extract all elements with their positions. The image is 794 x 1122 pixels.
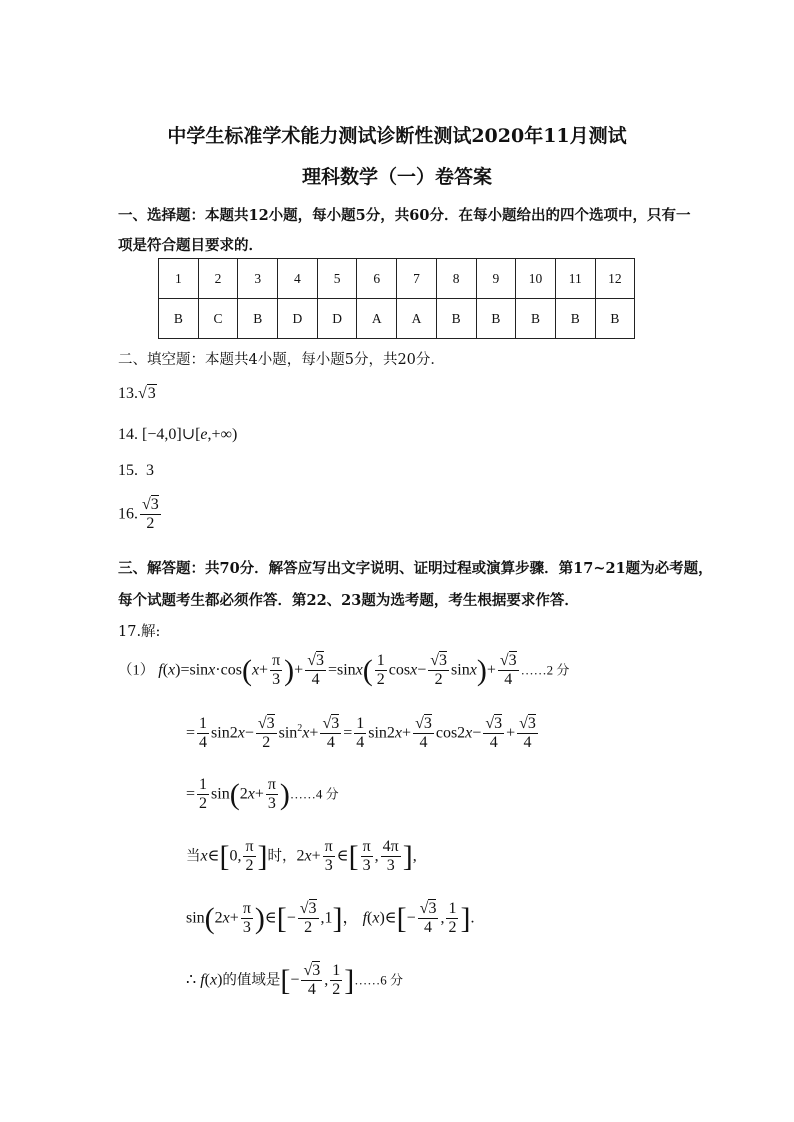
- answer-cell: B: [476, 299, 516, 339]
- question-number: 6: [357, 259, 397, 299]
- answer-14-label: 14.: [118, 426, 138, 443]
- sqrt-symbol: √3: [138, 385, 156, 402]
- denominator: 2: [146, 515, 155, 533]
- answer-cell: B: [555, 299, 595, 339]
- section3-heading-line1: 三、解答题：共70分．解答应写出文字说明、证明过程或演算步骤．第17~21题为必考题，: [118, 560, 713, 577]
- answer-table-number-row: [159, 259, 635, 299]
- answer-table: [158, 258, 635, 339]
- answer-cell: A: [357, 299, 397, 339]
- question-number: 11: [555, 259, 595, 299]
- question-number: 7: [397, 259, 437, 299]
- union-symbol: ∪: [181, 426, 196, 443]
- radicand: 3: [147, 385, 156, 402]
- e-symbol: e: [200, 426, 208, 443]
- range-text: 的值域是: [222, 972, 281, 989]
- question-number: 2: [198, 259, 238, 299]
- solution-line-4: 当x∈[0, $\frac{\pi}{2}$ ]时，2x+ $\frac{\pi}{3}$ ∈[ $\frac{\pi}{3}$ , $\frac{4\pi}{3}$ ],: [186, 838, 417, 875]
- score-2: ……2 分: [520, 662, 570, 678]
- solution-line-1: （1） f(x)=sinx·cos(x+ $\frac{\pi}{3}$ )+ $\frac{√3}{4}$ =sinx( $\frac{1}{2}$ cosx− $\frac{√3}{2}$ sinx)+ $\frac{√3}{4}$ ……2 分: [118, 652, 570, 689]
- section3-heading-line2: 每个试题考生都必须作答．第22、23题为选考题，考生根据要求作答．: [118, 592, 579, 609]
- section1-heading-line1: 一、选择题：本题共12小题，每小题5分，共60分．在每小题给出的四个选项中，只有一: [118, 207, 691, 224]
- radicand: 3: [150, 496, 159, 513]
- answer-13: [118, 385, 157, 403]
- bracket: [: [195, 426, 201, 443]
- shi-text: 时，: [267, 848, 297, 865]
- question-number: 3: [238, 259, 278, 299]
- solution-line-6: ∴ f(x)的值域是[− $\frac{√3}{4}$ , $\frac{1}{2}$ ]……6 分: [186, 962, 403, 999]
- page-title: 中学生标准学术能力测试诊断性测试2020年11月测试: [167, 125, 627, 147]
- answer-16-label: 16.: [118, 505, 138, 523]
- answer-cell: C: [198, 299, 238, 339]
- answer-cell: B: [595, 299, 635, 339]
- answer-16: [118, 496, 163, 534]
- solution-line-5: sin(2x+ $\frac{\pi}{3}$ )∈[− $\frac{√3}{2}$ ,1]， f(x)∈[− $\frac{√3}{4}$ , $\frac{1}{2}$ ].: [186, 900, 475, 937]
- question-number: 8: [436, 259, 476, 299]
- answer-15-label: 15.: [118, 462, 138, 479]
- answer-14: [118, 424, 237, 444]
- answer-13-label: 13.: [118, 385, 138, 402]
- answer-cell: B: [516, 299, 556, 339]
- question-number: 12: [595, 259, 635, 299]
- fraction: $\frac{√3}{2}$: [142, 496, 159, 533]
- answer-cell: B: [238, 299, 278, 339]
- section2-heading: 二、填空题：本题共4小题，每小题5分，共20分．: [118, 352, 445, 368]
- therefore-symbol: ∴: [186, 971, 197, 989]
- q17-label: 17.解:: [118, 624, 161, 640]
- solution-line-2: = $\frac{1}{4}$ sin2x− $\frac{√3}{2}$ $\sin^2x+$ $\frac{√3}{4}$ = $\frac{1}{4}$ sin2x+ $\frac{√3}{4}$ cos2x− $\frac{√3}{4}$ + $\frac{√3}{4}$: [186, 715, 536, 752]
- interval-1: [−4,0]: [142, 426, 182, 443]
- section1-heading-line2: 项是符合题目要求的．: [118, 237, 263, 254]
- when-text: 当: [186, 848, 201, 865]
- answer-cell: D: [278, 299, 318, 339]
- page-subtitle: 理科数学（一）卷答案: [301, 166, 492, 188]
- solution-line-3: = $\frac{1}{2}$ sin(2x+ $\frac{\pi}{3}$ )……4 分: [186, 776, 339, 813]
- answer-15-value: 3: [146, 462, 154, 479]
- answer-table-answer-row: [159, 299, 635, 339]
- interval-2-rest: ,+∞): [207, 426, 238, 443]
- answer-cell: D: [317, 299, 357, 339]
- answer-15: [118, 462, 154, 480]
- question-number: 10: [516, 259, 556, 299]
- question-number: 4: [278, 259, 318, 299]
- question-number: 9: [476, 259, 516, 299]
- score-6: ……6 分: [354, 972, 403, 988]
- score-4: ……4 分: [289, 786, 339, 802]
- question-number: 1: [159, 259, 199, 299]
- answer-cell: B: [159, 299, 199, 339]
- part-1-label: （1）: [118, 662, 155, 679]
- question-number: 5: [317, 259, 357, 299]
- answer-cell: B: [436, 299, 476, 339]
- answer-cell: A: [397, 299, 437, 339]
